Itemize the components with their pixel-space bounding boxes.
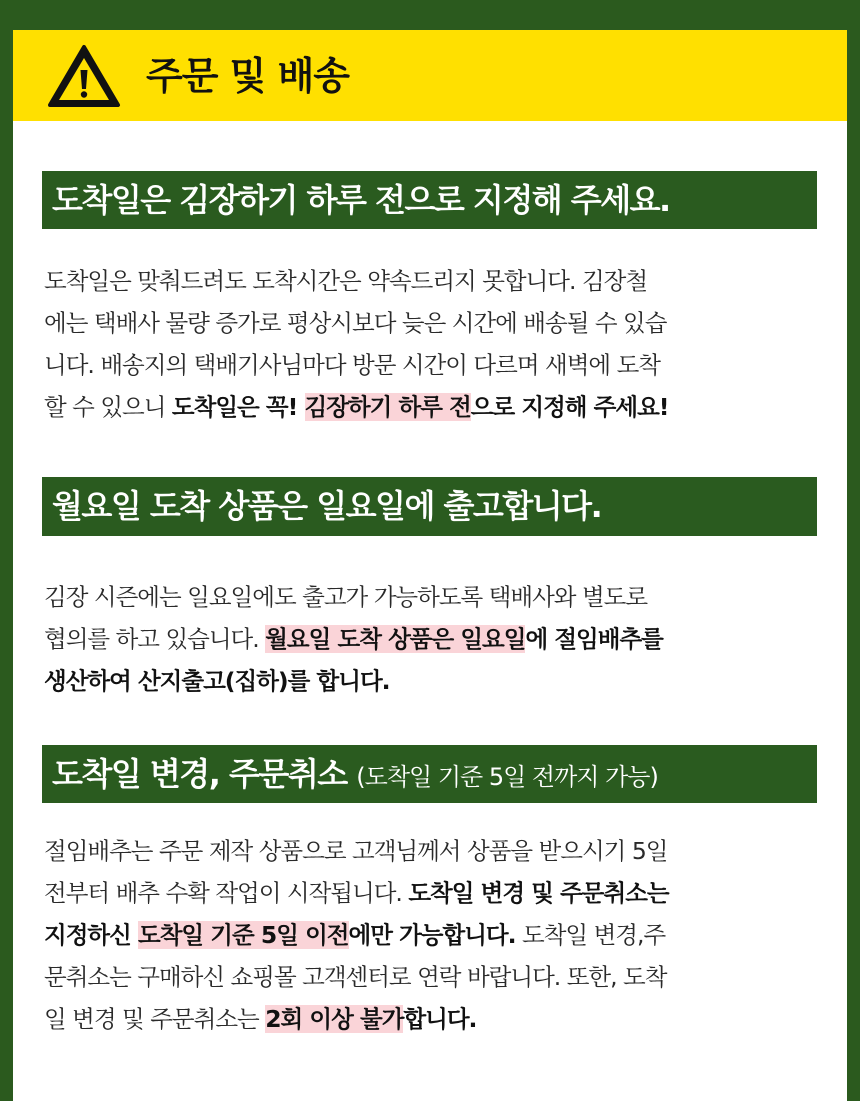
paragraph-line bbox=[44, 660, 834, 702]
bold-text: 합니다. bbox=[403, 1005, 477, 1033]
text-run: 전부터 배추 수확 작업이 시작됩니다. bbox=[44, 879, 409, 907]
paragraph-line bbox=[44, 344, 834, 386]
section-heading-change-cancel bbox=[42, 745, 817, 803]
text-run: 절임배추는 주문 제작 상품으로 고객님께서 상품을 받으시기 5일 bbox=[44, 837, 668, 865]
text-run: 협의를 하고 있습니다. bbox=[44, 625, 266, 653]
section-heading-main: 도착일 변경, 주문취소 bbox=[52, 755, 347, 793]
paragraph-line bbox=[44, 576, 834, 618]
bold-text: 지정하신 bbox=[44, 921, 138, 949]
section-body-change-cancel bbox=[44, 830, 834, 1040]
paragraph-line bbox=[44, 260, 834, 302]
title-banner bbox=[13, 30, 847, 121]
text-run: 할 수 있으니 bbox=[44, 393, 172, 421]
section-heading-note: (도착일 기준 5일 전까지 가능) bbox=[356, 763, 658, 791]
page-title: 주문 및 배송 bbox=[146, 54, 349, 98]
section-heading-monday-delivery: 월요일 도착 상품은 일요일에 출고합니다. bbox=[42, 477, 817, 536]
bold-text: 도착일 변경 및 주문취소는 bbox=[408, 879, 669, 907]
paragraph-line bbox=[44, 618, 834, 660]
bold-text: 에 절임배추를 bbox=[525, 625, 663, 653]
bold-text: 에만 가능합니다. bbox=[348, 921, 516, 949]
text-run: 에는 택배사 물량 증가로 평상시보다 늦은 시간에 배송될 수 있습 bbox=[44, 309, 667, 337]
section-body-monday-delivery bbox=[44, 576, 834, 702]
warning-triangle-icon bbox=[47, 44, 121, 108]
section-body-arrival-date bbox=[44, 260, 834, 428]
notice-card bbox=[13, 30, 847, 1101]
highlighted-text: 김장하기 하루 전 bbox=[304, 393, 471, 421]
section-heading-arrival-date: 도착일은 김장하기 하루 전으로 지정해 주세요. bbox=[42, 171, 817, 229]
paragraph-line bbox=[44, 302, 834, 344]
paragraph-line bbox=[44, 830, 834, 872]
highlighted-text: 월요일 도착 상품은 일요일 bbox=[265, 625, 526, 653]
text-run: 도착일은 맞춰드려도 도착시간은 약속드리지 못합니다. 김장철 bbox=[44, 267, 648, 295]
bold-text: 생산하여 산지출고(집하)를 합니다. bbox=[44, 667, 390, 695]
highlighted-text: 2회 이상 불가 bbox=[265, 1005, 404, 1033]
paragraph-line bbox=[44, 872, 834, 914]
bold-text: 도착일은 꼭! bbox=[171, 393, 305, 421]
paragraph-line bbox=[44, 956, 834, 998]
bold-text: 으로 지정해 주세요! bbox=[470, 393, 669, 421]
text-run: 니다. 배송지의 택배기사님마다 방문 시간이 다르며 새벽에 도착 bbox=[44, 351, 660, 379]
paragraph-line bbox=[44, 998, 834, 1040]
text-run: 김장 시즌에는 일요일에도 출고가 가능하도록 택배사와 별도로 bbox=[44, 583, 648, 611]
paragraph-line bbox=[44, 386, 834, 428]
paragraph-line bbox=[44, 914, 834, 956]
text-run: 일 변경 및 주문취소는 bbox=[44, 1005, 266, 1033]
highlighted-text: 도착일 기준 5일 이전 bbox=[138, 921, 349, 949]
text-run: 도착일 변경,주 bbox=[515, 921, 666, 949]
text-run: 문취소는 구매하신 쇼핑몰 고객센터로 연락 바랍니다. 또한, 도착 bbox=[44, 963, 667, 991]
